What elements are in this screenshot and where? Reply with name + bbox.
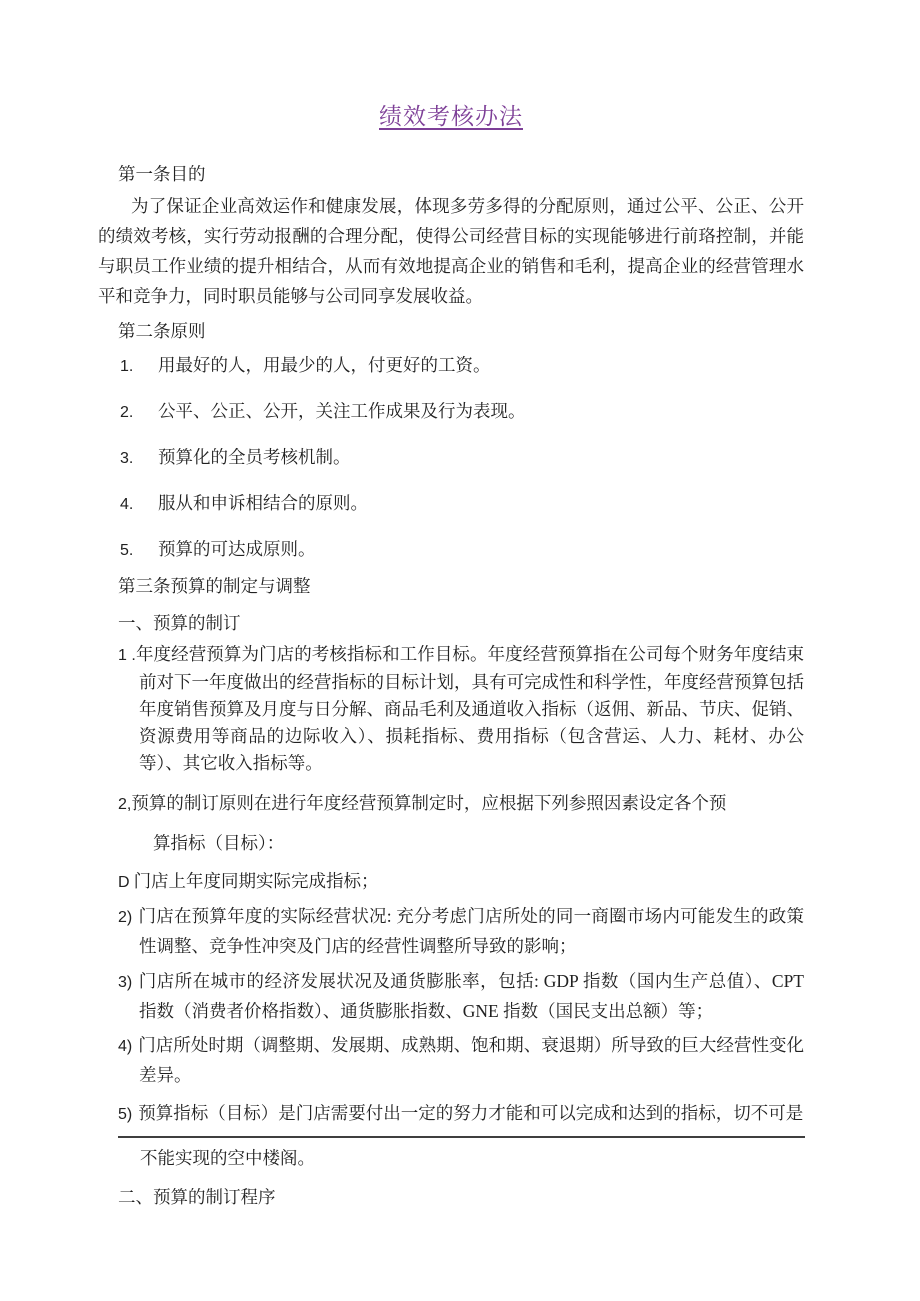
list-item-number: 5) <box>118 1106 133 1123</box>
list-item <box>120 488 804 520</box>
list-item-text: 服从和申诉相结合的原则。 <box>158 493 368 513</box>
list-item-text: 预算化的全员考核机制。 <box>158 447 351 467</box>
sub-heading-budget-procedure: 二、预算的制订程序 <box>118 1187 276 1207</box>
list-item-number: D <box>118 874 130 891</box>
list-item <box>120 396 804 428</box>
list-item <box>120 534 804 566</box>
article2-heading: 第二条原则 <box>118 321 206 341</box>
list-item-text: 门店在预算年度的实际经营状况: 充分考虑门店所处的同一商圈市场内可能发生的政策性调整、竞争性冲突及门店的经营性调整所导致的影响； <box>138 906 804 956</box>
principles-list <box>98 350 804 566</box>
factor-item <box>98 1031 804 1090</box>
list-item <box>120 442 804 474</box>
budget-item-2-line1 <box>118 789 804 819</box>
list-item-text: 年度经营预算为门店的考核指标和工作目标。年度经营预算指在公司每个财务年度结束前对下一年度做出的经营指标的目标计划，具有可完成性和科学性，年度经营预算包括年度销售预算及月度与日分解、商品毛利及通道收入指标（返佣、新品、节庆、促销、资源费用等商品的边际收入）、损耗指标、费用指标（包含营运、人力、耗材、办公等）、其它收入指标等。 <box>135 644 804 773</box>
list-item-number: 1. <box>120 358 134 375</box>
budget-item-2-line2: 算指标（目标）： <box>153 833 285 853</box>
list-item-number: 2, <box>118 796 132 813</box>
list-item-number: 4) <box>118 1038 133 1055</box>
list-item-text: 门店所处时期（调整期、发展期、成熟期、饱和期、衰退期）所导致的巨大经营性变化差异。 <box>138 1035 804 1085</box>
document-title: 绩效考核办法 <box>379 104 523 129</box>
list-item-text: 预算的可达成原则。 <box>158 539 316 559</box>
sub-heading-budget-formulation: 一、预算的制订 <box>118 613 241 633</box>
list-item-number: 2. <box>120 404 134 421</box>
factor-5-continuation: 不能实现的空中楼阁。 <box>140 1148 315 1168</box>
list-item-number: 5. <box>120 542 134 559</box>
article1-paragraph: 为了保证企业高效运作和健康发展，体现多劳多得的分配原则，通过公平、公正、公开的绩效考核，实行劳动报酬的合理分配，使得公司经营目标的实现能够进行前珞控制，并能与职员工作业绩的提升相结合，从而有效地提高企业的销售和毛利，提高企业的经营管理水平和竞争力，同时职员能够与公司同享发展收益。 <box>98 196 804 306</box>
article3-heading: 第三条预算的制定与调整 <box>118 576 311 596</box>
article1-heading: 第一条目的 <box>118 164 206 184</box>
list-item <box>120 350 804 382</box>
list-item-number: 3. <box>120 450 134 467</box>
horizontal-divider <box>118 1136 805 1138</box>
list-item-text: 预算的制订原则在进行年度经营预算制定时，应根据下列参照因素设定各个预 <box>131 793 727 813</box>
factor-item <box>98 868 804 896</box>
factor-item <box>98 1099 804 1129</box>
list-item-text: 预算指标（目标）是门店需要付出一定的努力才能和可以完成和达到的指标，切不可是 <box>138 1103 804 1123</box>
list-item-number: 3) <box>118 974 133 991</box>
list-item-text: 公平、公正、公开，关注工作成果及行为表现。 <box>158 401 526 421</box>
list-item-number: 1 . <box>118 647 136 664</box>
list-item-text: 门店所在城市的经济发展状况及通货膨胀率，包括: GDP 指数（国内生产总值）、CPT 指数（消费者价格指数）、通货膨胀指数、GNE 指数（国民支出总额）等； <box>138 971 804 1021</box>
list-item-number: 4. <box>120 496 134 513</box>
budget-item-1 <box>98 641 804 777</box>
list-item-number: 2) <box>118 909 133 926</box>
list-item-text: 门店上年度同期实际完成指标； <box>133 871 379 891</box>
factor-item <box>98 967 804 1026</box>
list-item-text: 用最好的人，用最少的人，付更好的工资。 <box>158 355 491 375</box>
factor-item <box>98 902 804 961</box>
